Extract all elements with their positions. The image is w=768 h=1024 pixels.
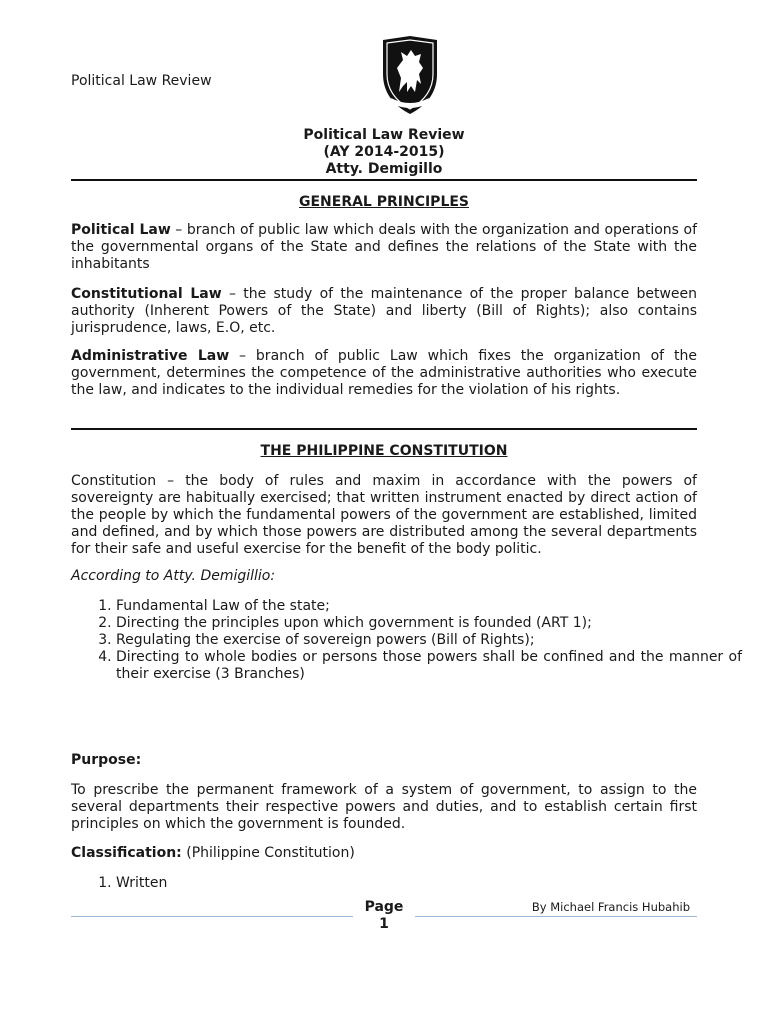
- purpose-text: To prescribe the permanent framework of a system of government, to assign to the several departments their respective powers and duties, and to establish certain first principles on which the government is founded.: [71, 782, 697, 832]
- definition-text: – branch of public Law which fixes the organization of the government, determines the competence of the administrative authorities who execute the law, and indicates to the individual remedies for the violation of his rights.: [71, 348, 697, 398]
- footer-rule-left: [71, 916, 353, 917]
- list-item: 1. Written: [116, 875, 742, 892]
- doc-title-line-1: Political Law Review: [303, 127, 465, 143]
- definition-text: – the study of the maintenance of the proper balance between authority (Inherent Powers of the State) and liberty (Bill of Rights); also contains jurisprudence, laws, E.O, etc.: [71, 286, 697, 336]
- classification-line: [71, 845, 355, 861]
- term-political-law: Political Law: [71, 222, 171, 238]
- classification-label: Classification:: [71, 845, 182, 861]
- author-credit: By Michael Francis Hubahib: [531, 900, 690, 914]
- section-divider: [71, 428, 697, 430]
- purpose-label: Purpose:: [71, 752, 142, 768]
- constitution-definition: Constitution – the body of rules and maxim in accordance with the powers of sovereignty are habitually exercised; that written instrument enacted by direct action of the people by which the fundamental powers of the government are established, limited and defined, and by which those powers are distributed among the several departments for their safe and useful exercise for the benefit of the body politic.: [71, 473, 697, 557]
- according-to-label: According to Atty. Demigillio:: [71, 568, 276, 584]
- list-item: 2. Directing the principles upon which government is founded (ART 1);: [116, 615, 742, 632]
- classification-text: (Philippine Constitution): [181, 845, 355, 861]
- constitution-functions-list: [71, 598, 742, 683]
- running-head: Political Law Review: [71, 73, 212, 89]
- doc-title-line-2: (AY 2014-2015): [323, 144, 445, 160]
- page-number-value: 1: [379, 916, 389, 932]
- section-heading-general-principles: GENERAL PRINCIPLES: [298, 194, 470, 210]
- classification-list: [71, 875, 742, 892]
- lion-crest-logo: [377, 34, 443, 116]
- definition-political-law: [71, 222, 697, 273]
- footer-rule-right: [415, 916, 697, 917]
- list-item: 3. Regulating the exercise of sovereign powers (Bill of Rights);: [116, 632, 742, 649]
- term-administrative-law: Administrative Law: [71, 348, 230, 364]
- list-item: 4. Directing to whole bodies or persons those powers shall be confined and the manner of their exercise (3 Branches): [116, 649, 742, 683]
- list-item: 1. Fundamental Law of the state;: [116, 598, 742, 615]
- section-heading-constitution: THE PHILIPPINE CONSTITUTION: [260, 443, 508, 459]
- term-constitutional-law: Constitutional Law: [71, 286, 222, 302]
- doc-title-line-3: Atty. Demigillo: [325, 161, 443, 177]
- definition-text: – branch of public law which deals with the organization and operations of the governmental organs of the State and defines the relations of the State with the inhabitants: [71, 222, 697, 272]
- page-word: Page: [364, 899, 404, 915]
- header-divider: [71, 179, 697, 181]
- page-number: [345, 899, 423, 933]
- definition-constitutional-law: [71, 286, 697, 337]
- definition-administrative-law: [71, 348, 697, 399]
